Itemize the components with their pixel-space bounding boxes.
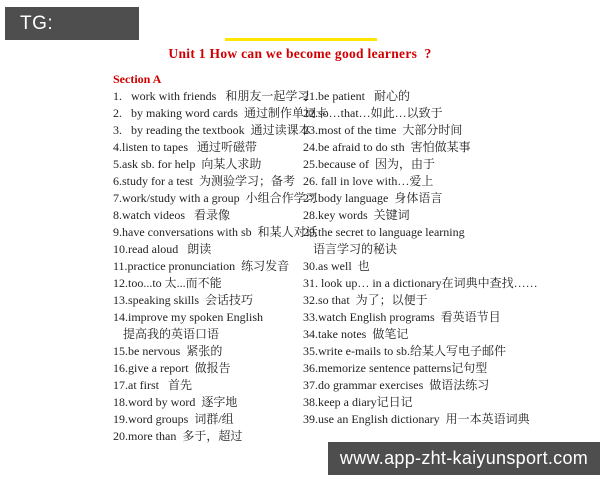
vocab-line: 18.word by word 逐字地 xyxy=(113,395,238,409)
vocab-line: 36.memorize sentence patterns记句型 xyxy=(303,361,488,375)
vocab-line: 39.use an English dictionary 用一本英语词典 xyxy=(303,412,530,426)
vocab-line: 25.because of 因为，由于 xyxy=(303,157,435,171)
vocab-line: 23.most of the time 大部分时间 xyxy=(303,123,463,137)
vocab-line: 24.be afraid to do sth 害怕做某事 xyxy=(303,140,471,154)
vocab-line: 35.write e-mails to sb.给某人写电子邮件 xyxy=(303,344,506,358)
vocab-list-left xyxy=(113,88,328,445)
vocab-line: 16.give a report 做报告 xyxy=(113,361,231,375)
vocab-line: 26. fall in love with…爱上 xyxy=(303,174,434,188)
vocab-line: 7.work/study with a group 小组合作学习 xyxy=(113,191,318,205)
vocab-column-left xyxy=(113,71,328,445)
vocab-line: 30.as well 也 xyxy=(303,259,370,273)
vocab-line: 15.be nervous 紧张的 xyxy=(113,344,223,358)
vocab-line: 8.watch videos 看录像 xyxy=(113,208,230,222)
vocab-line: 31. look up… in a dictionary在词典中查找…… xyxy=(303,276,538,290)
vocab-line: 语言学习的秘诀 xyxy=(313,242,398,256)
telegram-watermark-badge: TG: MYYJJPP xyxy=(5,7,139,40)
vocab-line: 3. by reading the textbook 通过读课本 xyxy=(113,123,311,137)
vocab-line: 12.too...to 太...而不能 xyxy=(113,276,222,290)
vocab-column-right xyxy=(303,71,573,445)
vocab-line: 38.keep a diary记日记 xyxy=(303,395,413,409)
vocab-line: 34.take notes 做笔记 xyxy=(303,327,409,341)
vocab-line: 14.improve my spoken English xyxy=(113,310,263,324)
page-title: Unit 1 How can we become good learners ? xyxy=(168,46,432,61)
vocab-line: 22.so…that…如此…以致于 xyxy=(303,106,443,120)
vocab-line: 28.key words 关键词 xyxy=(303,208,410,222)
vocab-line: 6.study for a test 为测验学习；备考 xyxy=(113,174,295,188)
vocab-line: 27.body language 身体语言 xyxy=(303,191,443,205)
vocab-line: 32.so that 为了；以便于 xyxy=(303,293,428,307)
vocab-line: 5.ask sb. for help 向某人求助 xyxy=(113,157,262,171)
vocab-line: 37.do grammar exercises 做语法练习 xyxy=(303,378,490,392)
vocab-line: 9.have conversations with sb 和某人对话 xyxy=(113,225,318,239)
website-watermark-badge: www.app-zht-kaiyunsport.com xyxy=(328,442,600,475)
title-accent-line xyxy=(225,38,377,41)
vocab-columns xyxy=(113,71,593,445)
section-heading: Section A xyxy=(113,72,162,86)
vocab-line: 4.listen to tapes 通过听磁带 xyxy=(113,140,257,154)
vocab-line: 17.at first 首先 xyxy=(113,378,192,392)
vocab-line: 19.word groups 词群/组 xyxy=(113,412,234,426)
vocab-line: 20.more than 多于，超过 xyxy=(113,429,243,443)
vocab-line: 33.watch English programs 看英语节目 xyxy=(303,310,501,324)
vocab-line: 13.speaking skills 会话技巧 xyxy=(113,293,253,307)
vocab-line: 2. by making word cards 通过制作单词卡 xyxy=(113,106,328,120)
vocab-list-right xyxy=(303,88,573,428)
vocab-line: 21.be patient 耐心的 xyxy=(303,89,410,103)
vocab-line: 29.the secret to language learning xyxy=(303,225,465,239)
vocab-line: 1. work with friends 和朋友一起学习 xyxy=(113,89,310,103)
vocab-line: 提高我的英语口语 xyxy=(123,327,220,341)
vocab-line: 11.practice pronunciation 练习发音 xyxy=(113,259,290,273)
vocab-line: 10.read aloud 朗读 xyxy=(113,242,212,256)
